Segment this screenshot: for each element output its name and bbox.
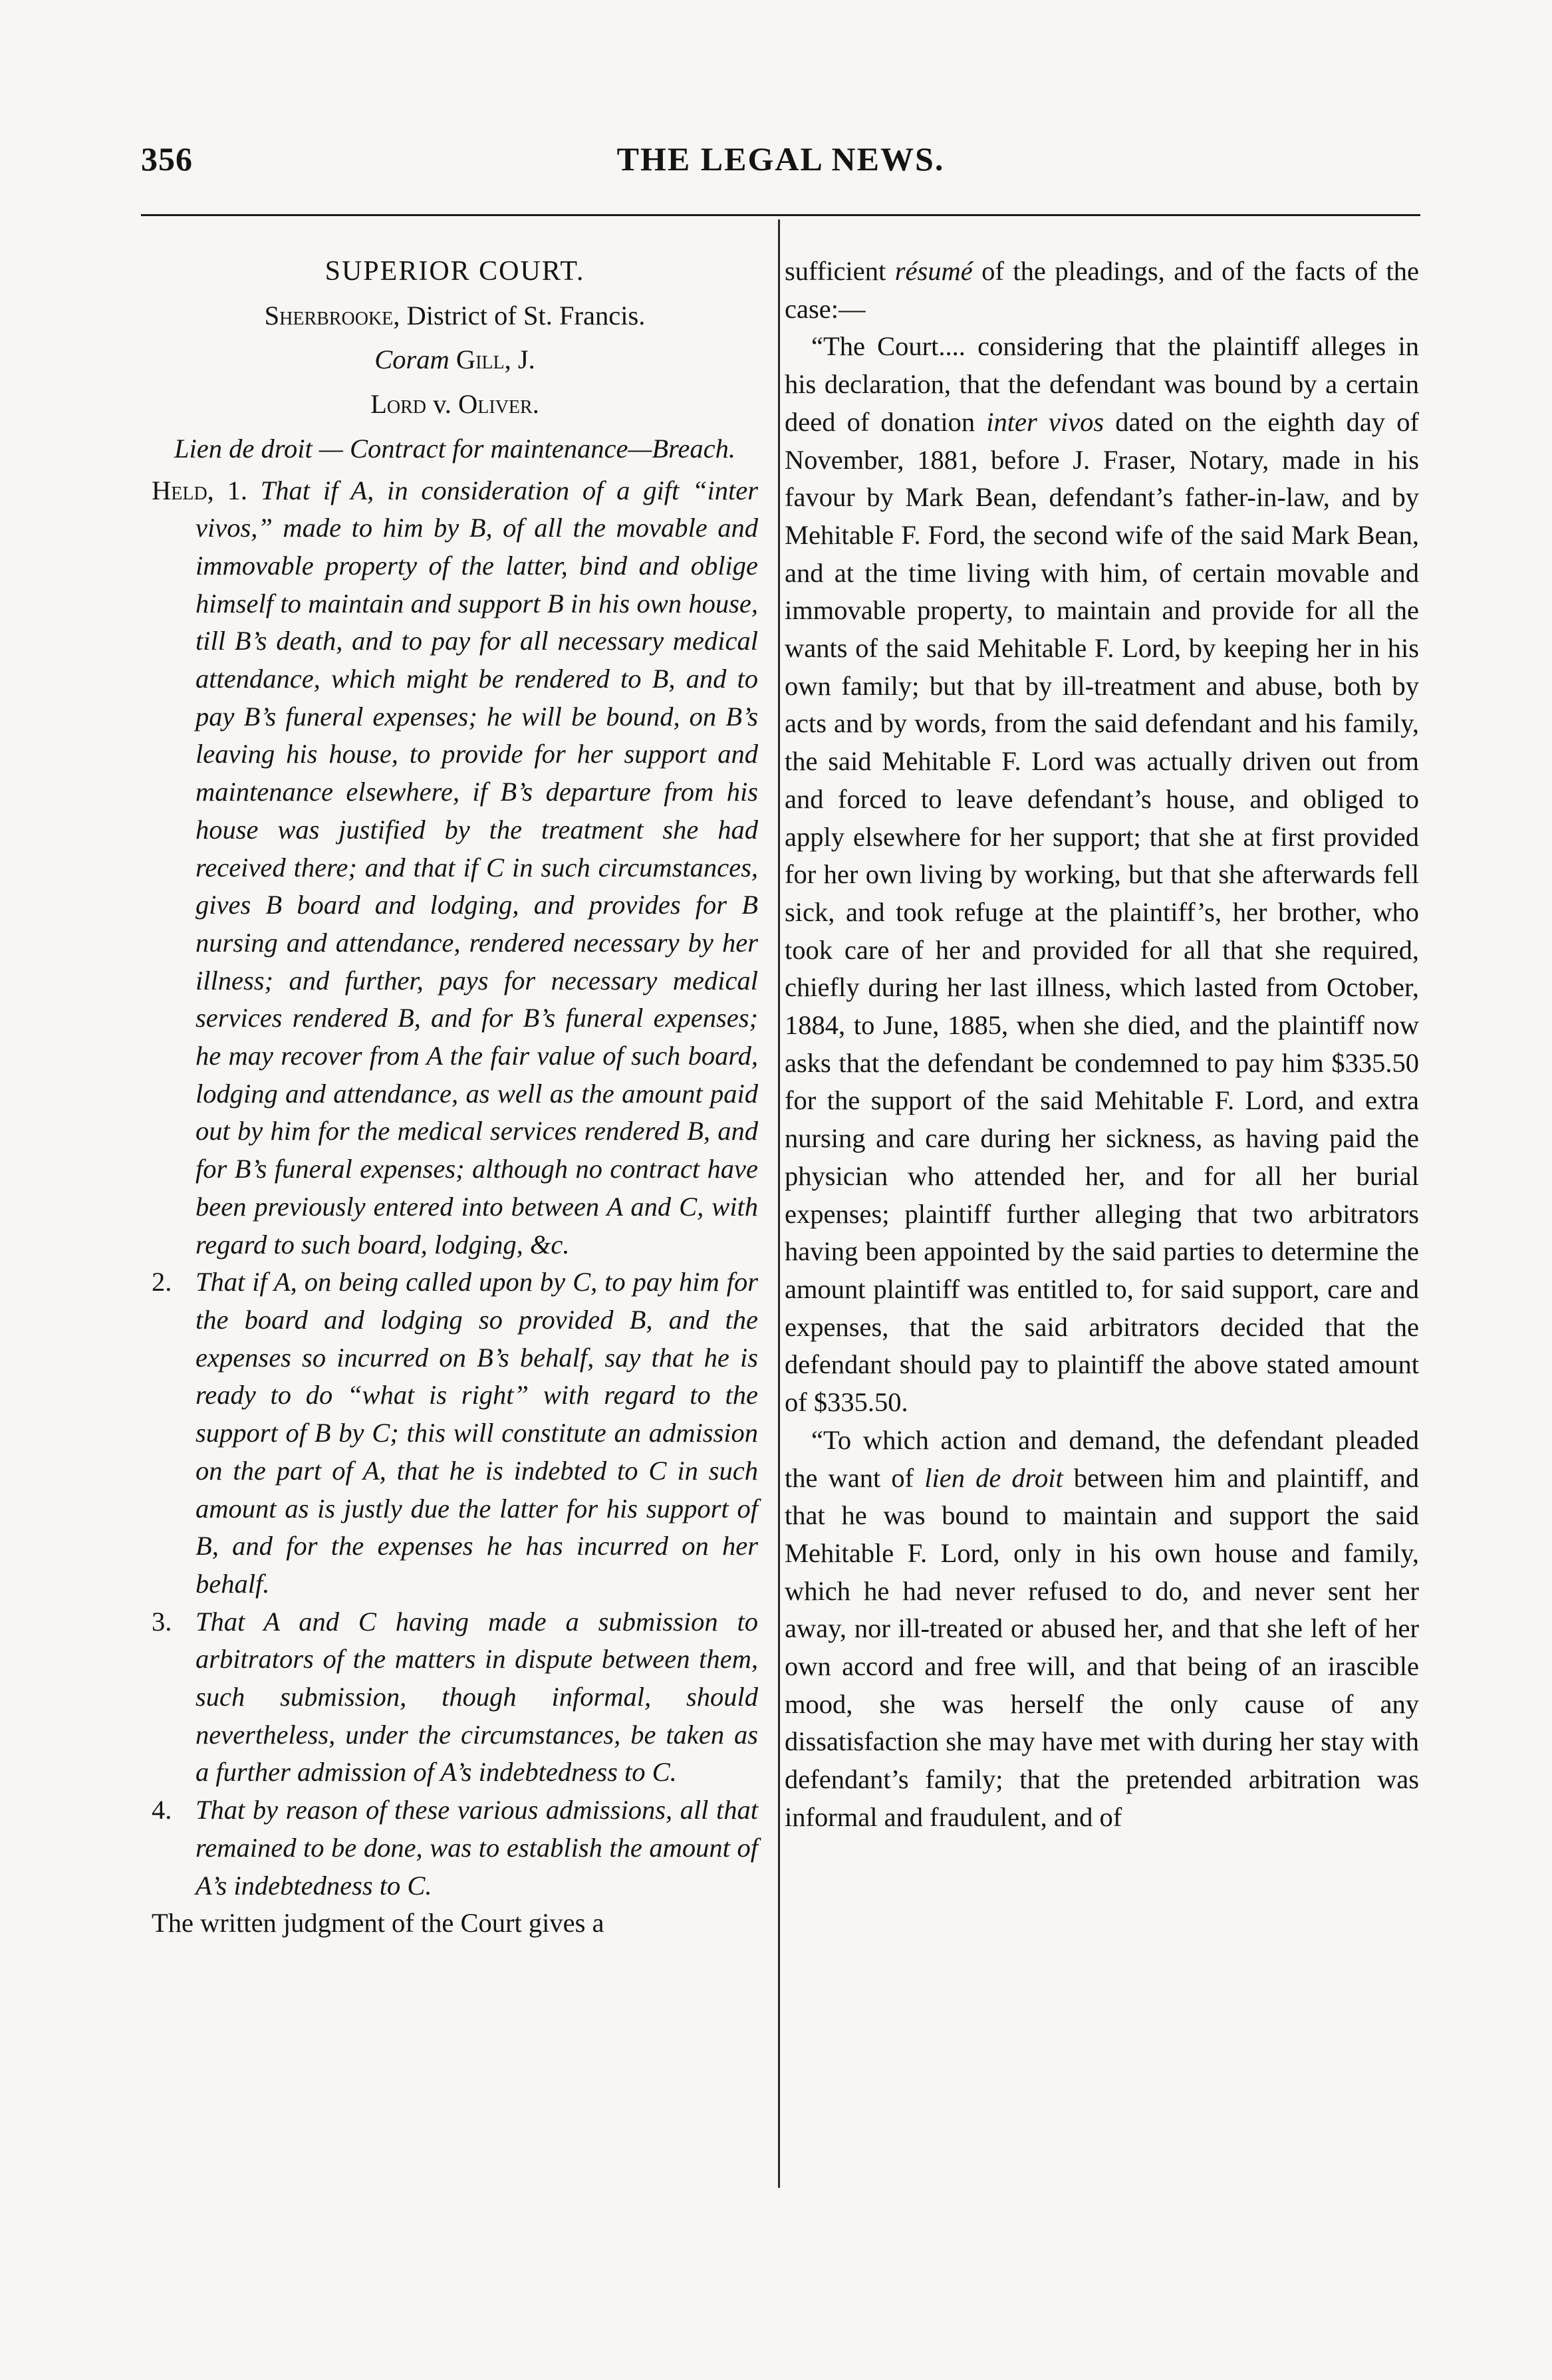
held-number-4: 4. bbox=[152, 1795, 172, 1825]
held-item-1 bbox=[152, 472, 758, 1264]
page-number: 356 bbox=[141, 140, 193, 178]
paragraph-defendant-plea bbox=[785, 1422, 1419, 1837]
plaintiff-name: Lord bbox=[370, 389, 427, 420]
held-text-1: That if A, in consideration of a gift “inter vivos,” made to him by B, of all the movable and immovable property of the latter, bind and oblige himself to maintain and support B in his own house, till B’s death, and to pay for all necessary medical attendance, which might be rendered to B, and to pay B’s funeral expenses; he will be bound, on B’s leaving his house, to provide for her support and maintenance elsewhere, if B’s departure from his house was justified by the treatment she had received there; and that if C in such circumstances, gives B board and lodging, and provides for B nursing and attendance, rendered necessary by her illness; and further, pays for necessary medical services rendered B, and for B’s funeral expenses; he may recover from A the fair value of such board, lodging and attendance, as well as the amount paid out by him for the medical services rendered B, and for B’s funeral expenses; although no contract have been previously entered into between A and C, with regard to such board, lodging, &c. bbox=[195, 475, 759, 1259]
district-name: Sherbrooke, bbox=[264, 300, 400, 331]
case-name bbox=[152, 386, 758, 424]
inter-vivos-term: inter vivos bbox=[986, 406, 1104, 437]
page-header bbox=[141, 140, 1420, 193]
versus: v. bbox=[426, 389, 459, 420]
running-title: THE LEGAL NEWS. bbox=[616, 140, 945, 178]
left-column bbox=[152, 253, 758, 1942]
held-number-2: 2. bbox=[152, 1267, 172, 1297]
text-run: of the pleadings, and of the facts of the case:— bbox=[785, 256, 1419, 324]
held-number-1: 1. bbox=[213, 475, 247, 505]
coram-line bbox=[152, 341, 758, 379]
text-run: between him and plaintiff, and that he was bound to maintain and support the said Mehitable F. Lord, only in his own house and family, which he had never refused to do, and never sent her away, nor ill-treated or abused her, and that she left of her own accord and free will, and that being of an irascible mood, she was herself the only cause of any dissatisfaction she may have met with during her stay with defendant’s family; that the pretended arbitration was informal and fraudulent, and of bbox=[785, 1462, 1419, 1832]
case-subject: Lien de droit — Contract for maintenance—Breach. bbox=[174, 433, 736, 463]
held-item-4 bbox=[152, 1791, 758, 1905]
paragraph-court-considering bbox=[785, 328, 1419, 1421]
resume-word: résumé bbox=[894, 256, 973, 286]
held-item-3 bbox=[152, 1603, 758, 1792]
defendant-name: Oliver. bbox=[458, 389, 539, 420]
column-divider bbox=[778, 219, 780, 2188]
district-rest: District of St. Francis. bbox=[400, 300, 646, 331]
header-rule bbox=[141, 214, 1420, 216]
text-run: “The Court.... considering that the plaintiff alleges in his declaration, that the defendant was bound by a certain deed of donation bbox=[785, 331, 1419, 437]
court-heading: SUPERIOR COURT. bbox=[324, 256, 585, 287]
held-number-3: 3. bbox=[152, 1606, 172, 1637]
judge-name: Gill, bbox=[449, 344, 511, 375]
held-label: Held, bbox=[152, 475, 214, 505]
text-run: “To which action and demand, the defendant pleaded the want of bbox=[785, 1424, 1419, 1493]
text-run: dated on the eighth day of November, 1881, before J. Fraser, Notary, made in his favour by Mark Bean, defendant’s father-in-law, and by Mehitable F. Ford, the second wife of the said Mark Bean, and at the time living with him, of certain movable and immovable property, to maintain and provide for all the wants of the said Mehitable F. Lord, by keeping her in his own family; but that by ill-treatment and abuse, both by acts and by words, from the said defendant and his family, the said Mehitable F. Lord was actually driven out from and forced to leave defendant’s house, and obliged to apply elsewhere for her support; that she at first provided for her own living by working, but that she afterwards fell sick, and took refuge at the plaintiff’s, her brother, who took care of her and provided for all that she required, chiefly during her last illness, which lasted from October, 1884, to June, 1885, when she died, and the plaintiff now asks that the defendant be condemned to pay him $335.50 for the support of the said Mehitable F. Lord, and extra nursing and care during her sickness, as having paid the physician who attended her, and for all her burial expenses; plaintiff further alleging that two arbitrators having been appointed by the said parties to determine the amount plaintiff was entitled to, for said support, care and expenses, that the said arbitrators decided that the defendant should pay to plaintiff the above stated amount of $335.50. bbox=[785, 406, 1420, 1418]
coram-word: Coram bbox=[374, 344, 450, 375]
judge-title: J. bbox=[511, 344, 535, 375]
held-text-2: That if A, on being called upon by C, to pay him for the board and lodging so provided B, and the expenses so incurred on B’s behalf, say that he is ready to do “what is right” with regard to the support of B by C; this will constitute an admission on the part of A, that he is indebted to C in such amount as is justly due the latter for his support of B, and for the expenses he has incurred on her behalf. bbox=[195, 1267, 758, 1599]
judgment-intro: The written judgment of the Court gives a bbox=[152, 1908, 604, 1938]
lien-de-droit-term: lien de droit bbox=[924, 1462, 1063, 1493]
held-item-2 bbox=[152, 1263, 758, 1603]
held-text-4: That by reason of these various admissions, all that remained to be done, was to establish the amount of A’s indebtedness to C. bbox=[195, 1795, 758, 1901]
district-line bbox=[152, 297, 758, 335]
text-run: sufficient bbox=[785, 256, 895, 286]
right-column bbox=[785, 253, 1419, 1837]
held-text-3: That A and C having made a submission to arbitrators of the matters in dispute between them, such submission, though informal, should nevertheless, under the circumstances, be taken as a further admission of A’s indebtedness to C. bbox=[195, 1606, 758, 1787]
paragraph-resume bbox=[785, 253, 1419, 328]
